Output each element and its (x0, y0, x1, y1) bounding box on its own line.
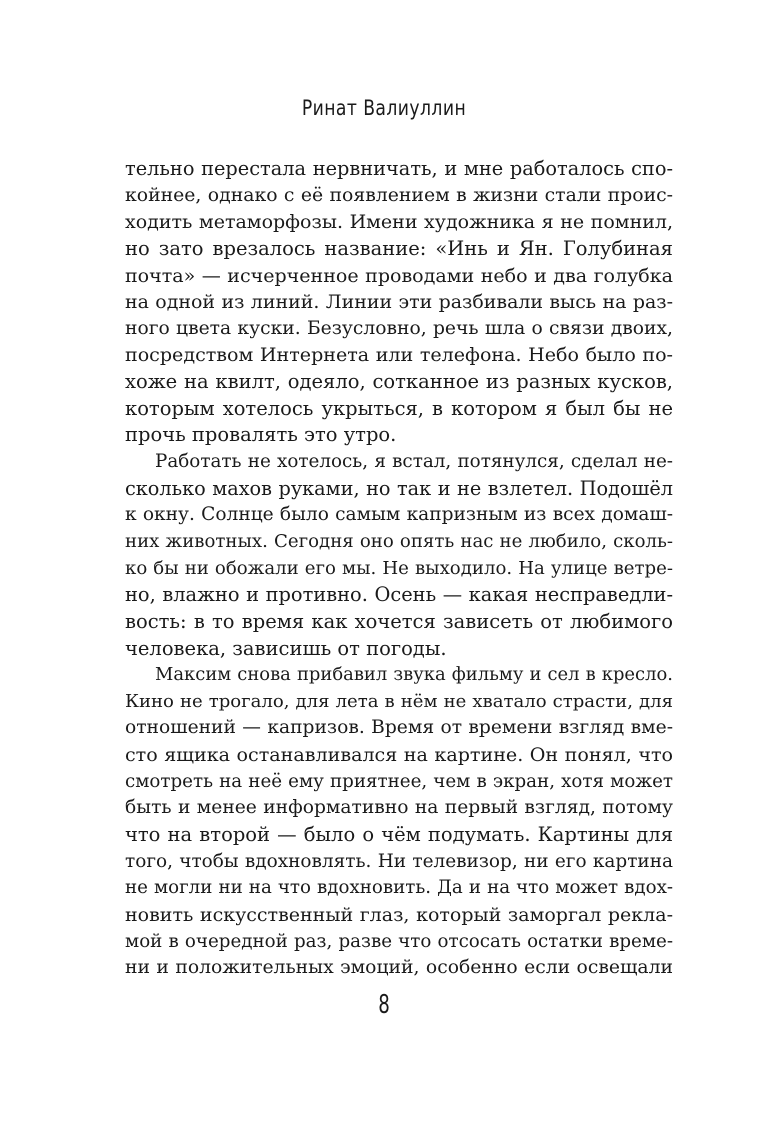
paragraph (125, 449, 673, 662)
text-line: тельно перестала нервничать, и мне работалось спо- (125, 157, 673, 180)
text-line: хоже на квилт, одеяло, сотканное из разных кусков, (125, 370, 673, 394)
text-line: них животных. Сегодня оно опять нас не любило, сколь- (125, 530, 673, 552)
text-line: вость: в то время как хочется зависеть от любимого (125, 609, 673, 633)
text-line: человека, зависишь от погоды. (125, 636, 447, 660)
text-line: почта» — исчерченное проводами небо и два голубка (125, 264, 673, 287)
text-line: что на второй — было о чём подумать. Картины для (125, 823, 673, 847)
text-line: сто ящика останавливался на картине. Он понял, что (125, 743, 673, 767)
text-line: не могли ни на что вдохновить. Да и на что может вдох- (125, 877, 673, 899)
body-text (125, 156, 673, 982)
text-line: которым хотелось укрыться, в котором я был бы не (125, 396, 673, 420)
text-line: ни и положительных эмоций, особенно если освещали (125, 957, 673, 979)
text-line: Максим снова прибавил звука фильму и сел в кресло. (155, 664, 673, 686)
text-line: новить искусственный глаз, который заморгал рекла- (125, 903, 673, 926)
text-line: того, чтобы вдохновлять. Ни телевизор, ни его картина (125, 850, 673, 872)
text-line: койнее, однако с её появлением в жизни стали проис- (125, 184, 673, 206)
page-number: 8 (378, 990, 390, 1020)
text-line: посредством Интернета или телефона. Небо было по- (125, 344, 673, 367)
text-line: отношений — капризов. Время от времени взгляд вме- (125, 717, 673, 739)
text-line: ного цвета куски. Безусловно, речь шла о связи двоих, (125, 317, 673, 339)
text-line: но зато врезалось название: «Инь и Ян. Голубиная (125, 236, 673, 260)
running-head: Ринат Валиуллин (301, 96, 467, 120)
text-line: но, влажно и противно. Осень — какая несправедли- (125, 583, 673, 607)
text-line: Кино не трогало, для лета в нём не хватало страсти, для (125, 690, 673, 712)
text-line: ходить метаморфозы. Имени художника я не помнил, (125, 211, 673, 234)
text-line: сколько махов руками, но так и не взлетел. Подошёл (125, 476, 673, 500)
text-line: смотреть на неё ему приятнее, чем в экран, хотя может (125, 770, 673, 792)
paragraph (125, 156, 673, 449)
text-line: ко бы ни обожали его мы. Не выходило. На улице ветре- (125, 557, 673, 579)
text-line: мой в очередной раз, разве что отсосать остатки време- (125, 930, 673, 952)
text-line: к окну. Солнце было самым капризным из всех домаш- (125, 504, 673, 526)
text-line: быть и менее информативно на первый взгляд, потому (125, 797, 673, 819)
text-line: прочь провалять это утро. (125, 423, 397, 447)
text-line: на одной из линий. Линии эти разбивали высь на раз- (125, 291, 673, 314)
paragraph (125, 662, 673, 982)
text-line: Работать не хотелось, я встал, потянулся, сделал не- (155, 451, 673, 473)
